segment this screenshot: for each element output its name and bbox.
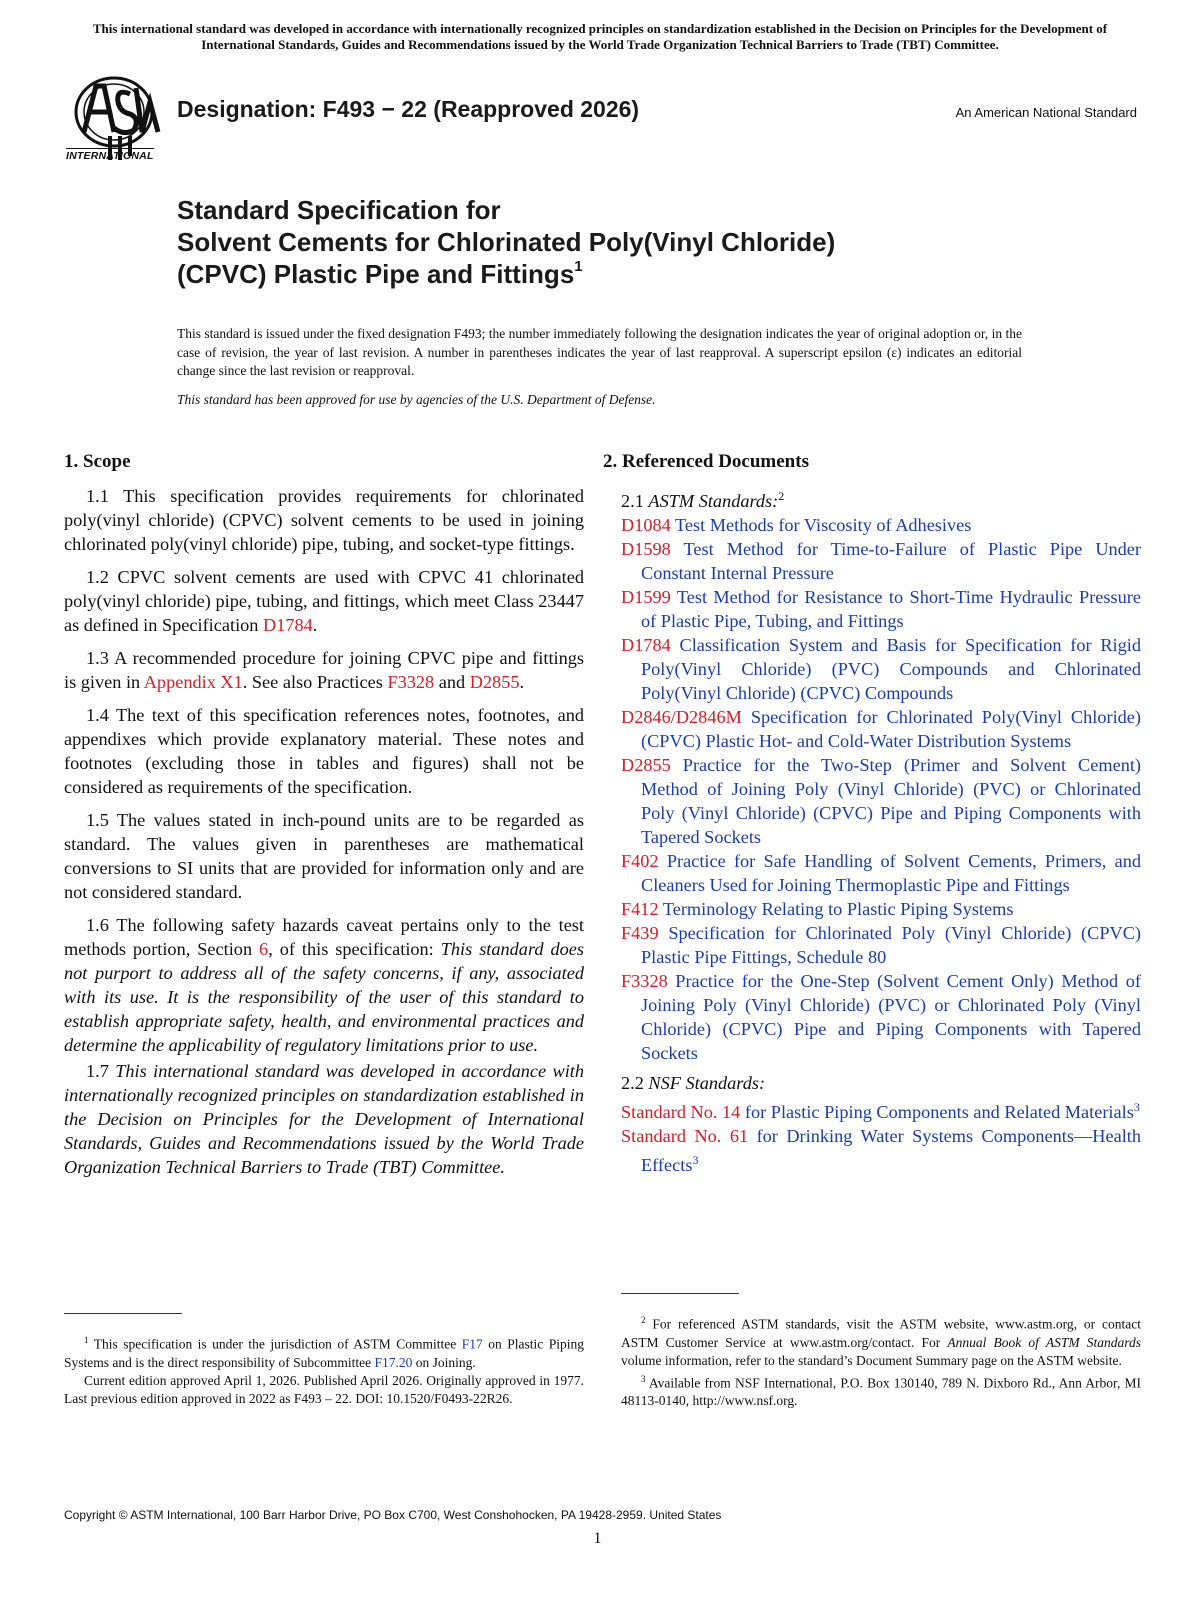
- footnote-2: $^2$ For referenced ASTM standards, visit the ASTM website, www.astm.org, or contact ASTM Customer Service at www.astm.org/contact. For Annual Book of ASTM Standards volume information, refer to the standard’s Document Summary page on the ASTM website. $^3$ Available from NSF International, P.O. Box 130140, 789 N. Dixboro Rd., Ann Arbor, MI 48113-0140, http://www.nsf.org.: [621, 1315, 1141, 1408]
- title-line-2: Solvent Cements for Chlorinated Poly(Vinyl Chloride): [177, 227, 836, 257]
- footnote-rule-left: [64, 1313, 182, 1314]
- referenced-documents-section: [603, 450, 1141, 1177]
- reference-item: [621, 969, 1141, 1065]
- reference-item: [621, 897, 1141, 921]
- reference-title[interactable]: Test Methods for Viscosity of Adhesives: [670, 515, 972, 536]
- reference-title[interactable]: Practice for Safe Handling of Solvent Cements, Primers, and Cleaners Used for Joining Thermoplastic Pipe and Fittings: [641, 851, 1141, 896]
- dod-note: This standard has been approved for use by agencies of the U.S. Department of Defense.: [177, 392, 656, 407]
- link-f17[interactable]: F17: [461, 1336, 483, 1352]
- reference-item: [621, 513, 1141, 537]
- scope-section: [64, 450, 584, 1188]
- astm-standard-link[interactable]: D1598: [621, 539, 671, 560]
- paragraph-1-1: 1.1 This specification provides requirements for chlorinated poly(vinyl chloride) (CPVC) solvent cements to be used in joining chlorinated poly(vinyl chloride) pipe, tubing, and socket-type fittings.: [64, 486, 584, 554]
- astm-logo: [64, 72, 168, 168]
- reference-title[interactable]: Practice for the One-Step (Solvent Cement Only) Method of Joining Poly (Vinyl Chloride) (PVC) or Chlorinated Poly (Vinyl Chloride) (CPVC) Pipe and Piping Components with Tapered Sockets: [641, 971, 1141, 1064]
- link-d1784[interactable]: D1784: [263, 615, 313, 635]
- copyright: Copyright © ASTM International, 100 Barr Harbor Drive, PO Box C700, West Conshohocken, PA 19428-2959. United States: [64, 1508, 722, 1522]
- paragraph-1-6: 1.6 The following safety hazards caveat pertains only to the test methods portion, Section 6, of this specification: This standard does not purport to address all of the safety concerns, if any, associated with its use. It is the responsibility of the user of this standard to establish appropriate safety, health, and environmental practices and determine the applicability of regulatory limitations prior to use.: [64, 915, 584, 1055]
- reference-title[interactable]: for Plastic Piping Components and Related Materials: [740, 1102, 1134, 1123]
- reference-item: [621, 921, 1141, 969]
- astm-standard-link[interactable]: D1599: [621, 587, 671, 608]
- referenced-heading: 2. Referenced Documents: [603, 451, 809, 472]
- reference-item: [621, 1124, 1141, 1177]
- footnote-3: $^3$ Available from NSF International, P.O. Box 130140, 789 N. Dixboro Rd., Ann Arbor, MI 48113-0140, http://www.nsf.org.: [621, 1373, 1141, 1408]
- document-title: [177, 194, 835, 290]
- scope-heading: 1. Scope: [64, 451, 131, 472]
- footnote-mark[interactable]: 3: [692, 1153, 699, 1168]
- reference-item: [621, 705, 1141, 753]
- paragraph-1-3: 1.3 A recommended procedure for joining CPVC pipe and fittings is given in Appendix X1. See also Practices F3328 and D2855.: [64, 648, 584, 692]
- link-section-6[interactable]: 6: [259, 939, 269, 959]
- nsf-standards-label: 2.2 NSF Standards:: [621, 1073, 766, 1094]
- astm-standards-list: [621, 513, 1141, 1065]
- paragraph-1-2: 1.2 CPVC solvent cements are used with CPVC 41 chlorinated poly(vinyl chloride) pipe, tubing, and fittings, which meet Class 23447 as defined in Specification D1784.: [64, 567, 584, 635]
- reference-title[interactable]: Terminology Relating to Plastic Piping Systems: [658, 899, 1014, 920]
- nsf-standard-link[interactable]: Standard No. 14: [621, 1102, 741, 1123]
- astm-standard-link[interactable]: F439: [621, 923, 659, 944]
- reference-title[interactable]: for Drinking Water Systems Components—Health Effects: [641, 1126, 1141, 1176]
- reference-item: [621, 753, 1141, 849]
- link-appendix-x1[interactable]: Appendix X1: [143, 672, 243, 692]
- reference-item: [621, 537, 1141, 585]
- link-f17-20[interactable]: F17.20: [374, 1354, 413, 1370]
- national-standard-label: An American National Standard: [955, 105, 1137, 120]
- astm-standards-label: 2.1 ASTM Standards:$^2$: [621, 489, 785, 512]
- title-line-3: (CPVC) Plastic Pipe and Fittings$^1$: [177, 258, 583, 289]
- designation: Designation: F493 − 22 (Reapproved 2026): [177, 96, 640, 122]
- paragraph-1-4: 1.4 The text of this specification references notes, footnotes, and appendixes which provide explanatory material. These notes and footnotes (excluding those in tables and figures) shall not be considered as requirements of the specification.: [64, 705, 584, 797]
- astm-standard-link[interactable]: D2846/D2846M: [621, 707, 742, 728]
- astm-standard-link[interactable]: D2855: [621, 755, 671, 776]
- paragraph-1-5: 1.5 The values stated in inch-pound units are to be regarded as standard. The values given in parentheses are mathematical conversions to SI units that are provided for information only and are not considered standard.: [64, 810, 584, 902]
- reference-title[interactable]: Classification System and Basis for Specification for Rigid Poly(Vinyl Chloride) (PVC) Compounds and Chlorinated Poly(Vinyl Chloride) (CPVC) Compounds: [641, 635, 1141, 704]
- paragraph-1-7: 1.7 This international standard was developed in accordance with internationally recognized principles on standardization established in the Decision on Principles for the Development of International Standards, Guides and Recommendations issued by the World Trade Organization Technical Barriers to Trade (TBT) Committee.: [64, 1061, 585, 1177]
- reference-title[interactable]: Test Method for Time-to-Failure of Plastic Pipe Under Constant Internal Pressure: [641, 539, 1141, 584]
- reference-title[interactable]: Test Method for Resistance to Short-Time Hydraulic Pressure of Plastic Pipe, Tubing, and Fittings: [641, 587, 1141, 632]
- title-line-1: Standard Specification for: [177, 195, 501, 225]
- logo-international-text: INTERNATIONAL: [66, 150, 154, 162]
- footnote-rule-right: [621, 1293, 739, 1294]
- reference-title[interactable]: Specification for Chlorinated Poly(Vinyl Chloride) (CPVC) Plastic Hot- and Cold-Water Distribution Systems: [641, 707, 1141, 752]
- reference-title[interactable]: Practice for the Two-Step (Primer and Solvent Cement) Method of Joining Poly (Vinyl Chloride) (PVC) or Chlorinated Poly (Vinyl Chloride) (CPVC) Pipe and Piping Components with Tapered Sockets: [641, 755, 1141, 848]
- reference-title[interactable]: Specification for Chlorinated Poly (Vinyl Chloride) (CPVC) Plastic Pipe Fittings, Schedule 80: [641, 923, 1141, 968]
- footnote-mark[interactable]: 3: [1133, 1100, 1140, 1115]
- link-f3328[interactable]: F3328: [387, 672, 435, 692]
- astm-standard-link[interactable]: D1784: [621, 635, 671, 656]
- referenced-body: [603, 484, 1141, 1177]
- astm-standard-link[interactable]: F402: [621, 851, 659, 872]
- nsf-standards-list: [621, 1095, 1141, 1177]
- footnote-1: $^1$ This specification is under the jurisdiction of ASTM Committee F17 on Plastic Piping Systems and is the direct responsibility of Subcommittee F17.20 on Joining. Current edition approved April 1, 2026. Published April 2026. Originally approved in 1977. Last previous edition approved in 2022 as F493 – 22. DOI: 10.1520/F0493-22R26.: [64, 1335, 584, 1406]
- reference-item: [621, 849, 1141, 897]
- reference-item: [621, 633, 1141, 705]
- title-footnote-mark[interactable]: 1: [574, 258, 583, 275]
- nsf-standard-link[interactable]: Standard No. 61: [621, 1126, 749, 1147]
- astm-standard-link[interactable]: D1084: [621, 515, 671, 536]
- link-d2855[interactable]: D2855: [469, 672, 520, 692]
- astm-standard-link[interactable]: F412: [621, 899, 659, 920]
- page-number: 1: [593, 1530, 602, 1547]
- reference-item: [621, 585, 1141, 633]
- wto-notice: This international standard was developed in accordance with internationally recognized principles on standardization established in the Decision on Principles for the Development of International Standards, Guides and Recommendations issued by the World Trade Organization Technical Barriers to Trade (TBT) Committee.: [92, 21, 1108, 52]
- astm-standard-link[interactable]: F3328: [621, 971, 668, 992]
- issued-note: This standard is issued under the fixed designation F493; the number immediately following the designation indicates the year of original adoption or, in the case of revision, the year of last revision. A number in parentheses indicates the year of last reapproval. A superscript epsilon (ε) indicates an editorial change since the last revision or reapproval.: [177, 326, 1022, 378]
- reference-item: [621, 1095, 1141, 1124]
